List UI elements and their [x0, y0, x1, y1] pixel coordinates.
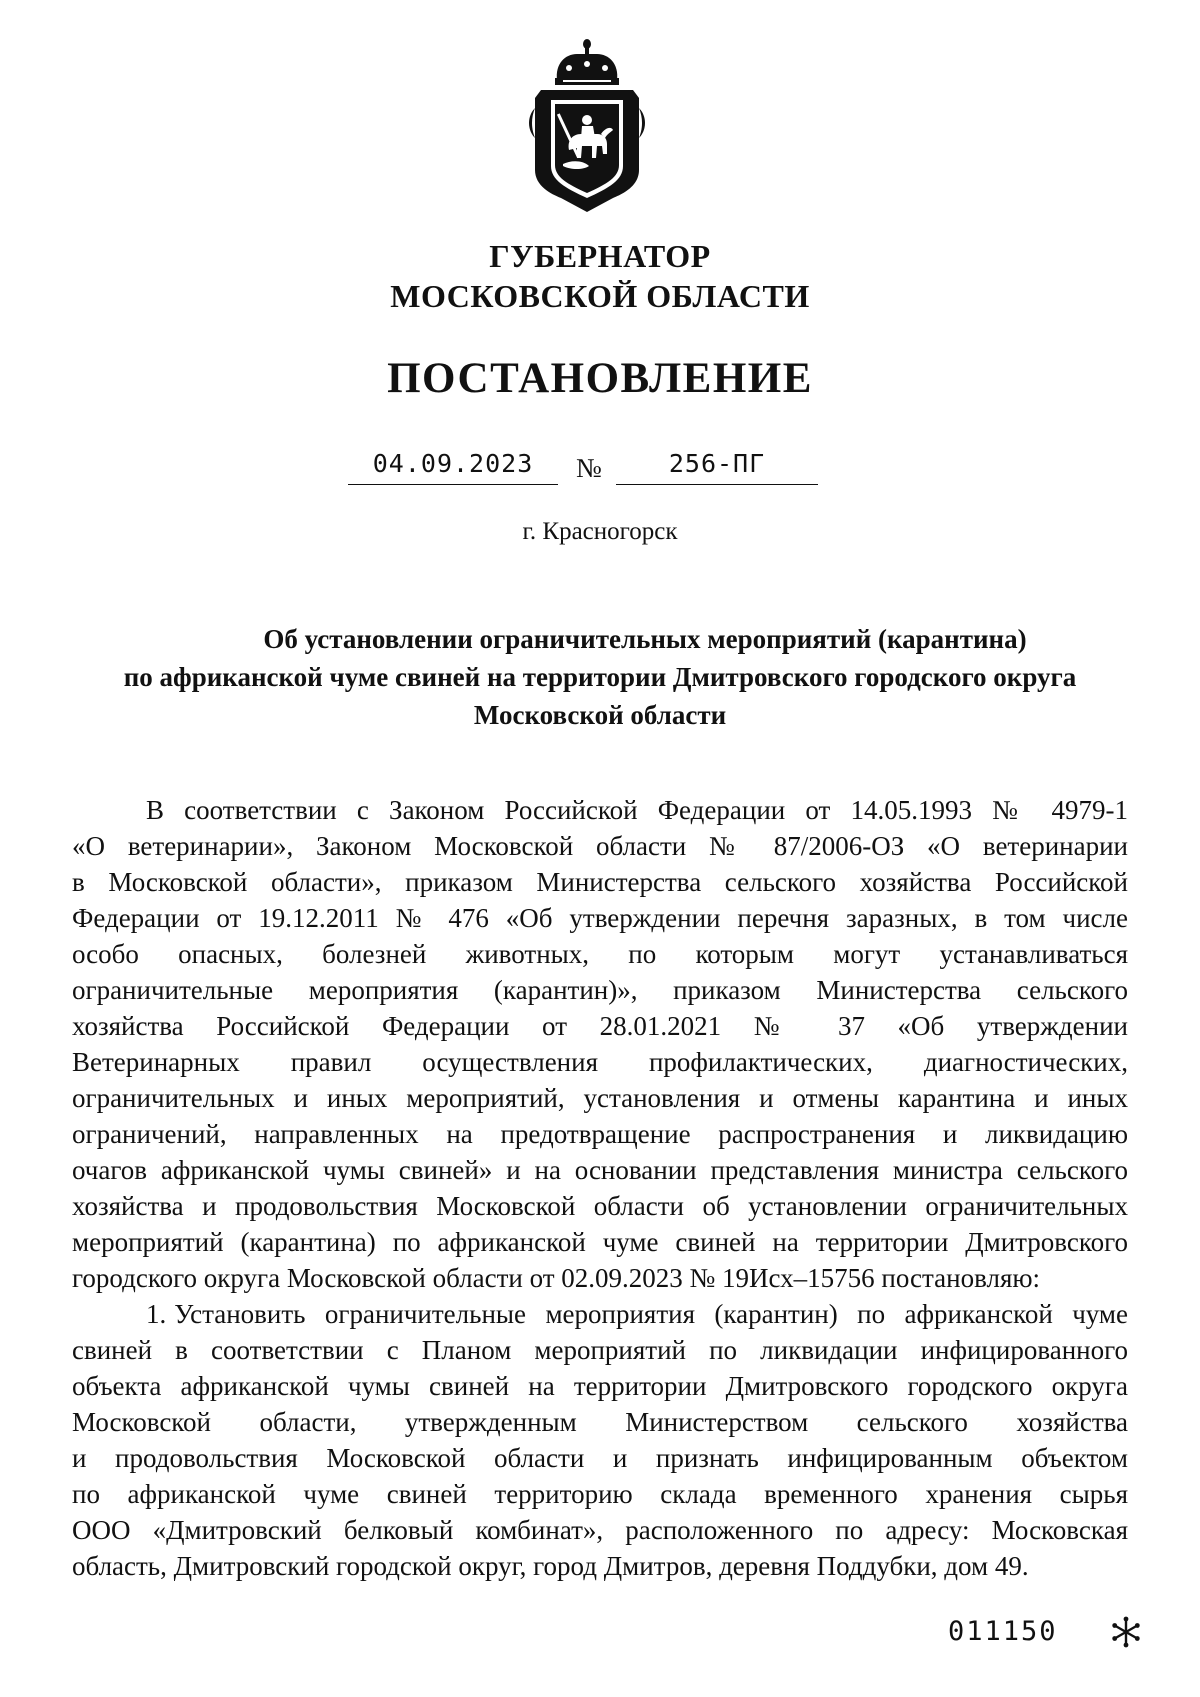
item-line: область, Дмитровский городской округ, город Дмитров, деревня Поддубки, дом 49. — [72, 1551, 1029, 1581]
item-line: Московской области, утвержденным Министерством сельского хозяйства — [72, 1407, 1128, 1437]
document-number: 256-ПГ — [616, 447, 818, 485]
preamble-line: в Московской области», приказом Министерства сельского хозяйства Российской — [72, 867, 1128, 897]
asterisk-mark-icon — [1110, 1616, 1142, 1648]
document-body — [72, 792, 1128, 1584]
document-title — [60, 620, 1140, 734]
authority-line-2: МОСКОВСКОЙ ОБЛАСТИ — [390, 278, 810, 314]
issue-city: г. Красногорск — [522, 518, 678, 545]
number-sign: № — [576, 453, 602, 483]
item-line: объекта африканской чумы свиней на территории Дмитровского городского округа — [72, 1371, 1128, 1401]
title-line: Об установлении ограничительных мероприятий (карантина) — [263, 624, 1027, 654]
preamble-line: В соответствии с Законом Российской Федерации от 14.05.1993 № 4979-1 — [146, 795, 1128, 825]
preamble-line: ограничительных и иных мероприятий, установления и отмены карантина и иных — [72, 1083, 1128, 1113]
date-number-row — [348, 447, 818, 487]
preamble-line: Ветеринарных правил осуществления профилактических, диагностических, — [72, 1047, 1128, 1077]
title-line: по африканской чуме свиней на территории Дмитровского городского округа — [123, 662, 1077, 692]
title-line: Московской области — [473, 700, 727, 730]
authority-line-1: ГУБЕРНАТОР — [489, 238, 711, 274]
preamble-line: ограничительные мероприятия (карантин)», приказом Министерства сельского — [72, 975, 1128, 1005]
preamble-line: очагов африканской чумы свиней» и на основании представления министра сельского — [72, 1155, 1128, 1185]
preamble-line: хозяйства Российской Федерации от 28.01.2021 № 37 «Об утверждении — [72, 1011, 1128, 1041]
preamble-paragraph — [72, 792, 1128, 1296]
item-line: ООО «Дмитровский белковый комбинат», расположенного по адресу: Московская — [72, 1515, 1128, 1545]
item-1-paragraph — [72, 1296, 1128, 1584]
issuing-authority — [0, 236, 1200, 316]
preamble-line: «О ветеринарии», Законом Московской области № 87/2006-ОЗ «О ветеринарии — [72, 831, 1128, 861]
preamble-line: Федерации от 19.12.2011 № 476 «Об утверждении перечня заразных, в том числе — [72, 903, 1128, 933]
item-number: 1. — [146, 1299, 167, 1329]
coat-of-arms-emblem — [527, 38, 647, 216]
preamble-line: городского округа Московской области от 02.09.2023 № 19Исх–15756 постановляю: — [72, 1263, 1041, 1293]
preamble-line: ограничений, направленных на предотвращение распространения и ликвидацию — [72, 1119, 1128, 1149]
item-line: и продовольствия Московской области и признать инфицированным объектом — [72, 1443, 1128, 1473]
preamble-line: мероприятий (карантина) по африканской чуме свиней на территории Дмитровского — [72, 1227, 1128, 1257]
preamble-line: хозяйства и продовольствия Московской области об установлении ограничительных — [72, 1191, 1128, 1221]
coat-of-arms-icon — [527, 38, 647, 216]
form-serial-number: 011150 — [948, 1616, 1058, 1647]
item-line-text: Установить ограничительные мероприятия (карантин) по африканской чуме — [174, 1299, 1128, 1329]
document-date: 04.09.2023 — [348, 447, 558, 485]
item-line: по африканской чуме свиней территорию склада временного хранения сырья — [72, 1479, 1128, 1509]
item-line — [72, 1296, 1128, 1332]
item-line: свиней в соответствии с Планом мероприятий по ликвидации инфицированного — [72, 1335, 1128, 1365]
document-type: ПОСТАНОВЛЕНИЕ — [387, 355, 813, 402]
preamble-line: особо опасных, болезней животных, по которым могут устанавливаться — [72, 939, 1128, 969]
